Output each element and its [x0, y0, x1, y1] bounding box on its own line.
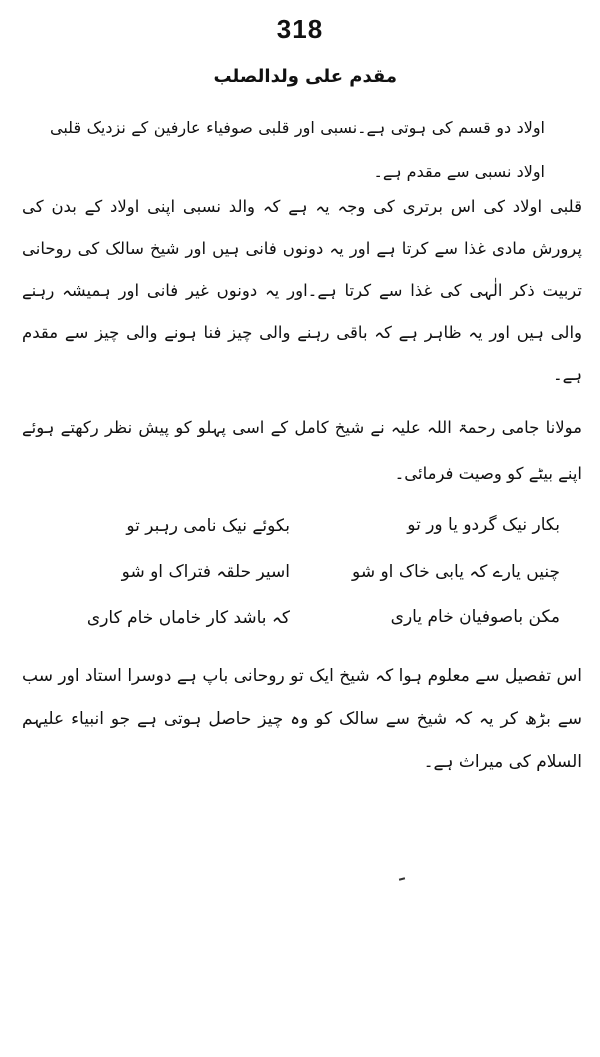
conclusion-paragraph: اس تفصیل سے معلوم ہوا کہ شیخ ایک تو روحانی باپ ہے دوسرا استاد اور سب سے بڑھ کر یہ کہ شیخ سے سالک کو وہ چیز حاصل ہوتی ہے جو انبیاء علیہم السلام کی میراث ہے۔	[22, 666, 582, 772]
page-number: 318	[276, 14, 324, 44]
section-heading: مقدم علی ولدالصلب	[213, 66, 397, 87]
verse-line-right: بکار نیک گردو یا ور تو	[407, 515, 560, 535]
verse-couplet	[40, 548, 560, 594]
intro-paragraph: اولاد دو قسم کی ہوتی ہے۔نسبی اور قلبی صوفیاء عارفین کے نزدیک قلبی اولاد نسبی سے مقدم ہے۔	[50, 118, 545, 181]
persian-verses	[40, 502, 560, 640]
body-paragraph-1: قلبی اولاد کی اس برتری کی وجہ یہ ہے کہ والد نسبی اپنی اولاد کے بدن کی پرورش مادی غذا سے کرتا ہے اور یہ دونوں فانی ہیں اور شیخ سالک کی روحانی تربیت ذکر الٰہی کی غذا سے کرتا ہے۔اور یہ دونوں غیر فانی اور ہمیشہ رہنے والی ہیں اور یہ ظاہر ہے کہ باقی رہنے والی چیز فنا ہونے والی چیز سے مقدم ہے۔	[22, 197, 582, 384]
ink-speck	[399, 877, 405, 880]
body-paragraph-2: مولانا جامی رحمۃ اللہ علیہ نے شیخ کامل کے اسی پہلو کو پیش نظر رکھتے ہوئے اپنے بیٹے کو وصیت فرمائی۔	[22, 418, 582, 483]
verse-line-left: بکوئے نیک نامی رہبر تو	[126, 515, 290, 536]
verse-line-right: مکن باصوفیان خام یاری	[390, 607, 560, 627]
verse-couplet	[40, 594, 560, 640]
verse-line-left: اسیر حلقہ فتراک او شو	[121, 561, 290, 582]
verse-line-right: چنیں یارے کہ یابی خاک او شو	[352, 561, 560, 582]
verse-line-left: کہ باشد کار خاماں خام کاری	[86, 607, 290, 628]
verse-couplet	[40, 502, 560, 548]
